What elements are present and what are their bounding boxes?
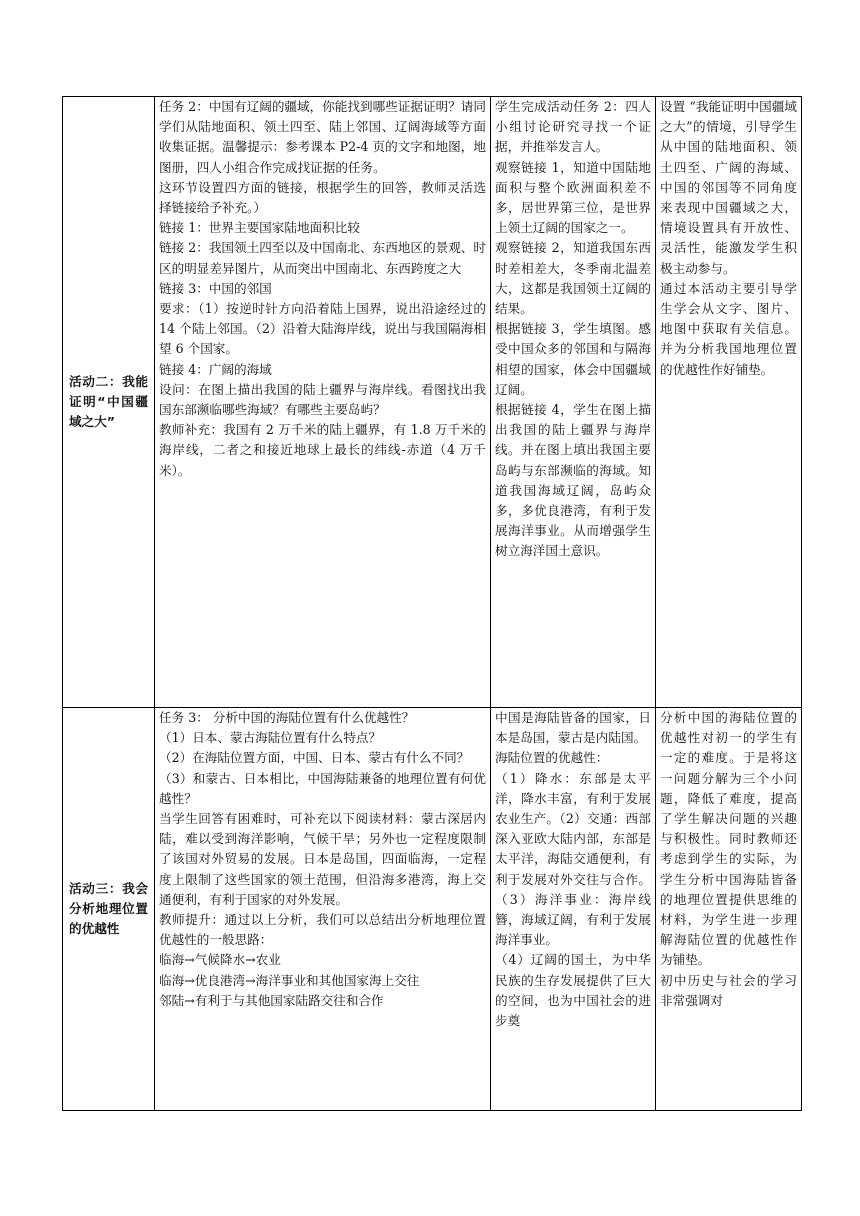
- paragraph: 根据链接 4，学生在图上描出我国的陆上疆界与海岸线。并在图上填出我国主要岛屿与东部濒临的海域。知道我国海域辽阔，岛屿众多，多优良港湾，有利于发展海洋事业。从而增强学生树立海洋国土意识。: [495, 402, 651, 559]
- activity-row-2: [63, 97, 802, 708]
- activity-2-label: 活动二：我能证明“中国疆域之大”: [63, 97, 155, 708]
- activity-3-label: 活动三：我会分析地理位置的优越性: [63, 708, 155, 1111]
- paragraph: 中国是海陆皆备的国家，日本是岛国，蒙古是内陆国。: [495, 710, 651, 746]
- paragraph: 链接 3：中国的邻国: [159, 280, 272, 296]
- activity-2-intent-cell: [656, 97, 802, 708]
- paragraph: 任务 2：中国有辽阔的疆域，你能找到哪些证据证明？请同学们从陆地面积、领土四至、陆上邻国、辽阔海域等方面收集证据。温馨提示：参考课本 P2-4 页的文字和地图，地图册，四人小组合作完成找证据的任务。: [159, 99, 486, 175]
- paragraph: 这环节设置四方面的链接，根据学生的回答，教师灵活选择链接给予补充。）: [159, 179, 486, 216]
- paragraph: 初中历史与社会的学习非常强调对: [660, 972, 797, 1008]
- lesson-plan-table: [62, 96, 802, 1111]
- paragraph: 观察链接 2，知道我国东西时差相差大，冬季南北温差大，这都是我国领土辽阔的结果。: [495, 240, 651, 317]
- paragraph: 通过本活动主要引导学生学会从文字、图片、地图中获取有关信息。并为分析我国地理位置的优越性作好铺垫。: [660, 280, 797, 377]
- paragraph: （2）在海陆位置方面，中国、日本、蒙古有什么不同？: [159, 750, 470, 766]
- paragraph: 链接 4：广阔的海域: [159, 361, 272, 377]
- activity-3-teacher-cell: [155, 708, 491, 1111]
- paragraph: （1）日本、蒙古海陆位置有什么特点？: [159, 730, 382, 746]
- paragraph: 海陆位置的优越性：: [495, 750, 609, 766]
- paragraph: 设置 “我能证明中国疆域之大”的情境，引导学生从中国的陆地面积、领土四至、广阔的海域、中国的邻国等不同角度来表现中国疆域之大，情境设置具有开放性、灵活性，能激发学生积极主动参与。: [660, 99, 797, 276]
- activity-3-intent-cell: [656, 708, 802, 1111]
- paragraph: 教师提升：通过以上分析，我们可以总结出分析地理位置优越性的一般思路：: [159, 912, 486, 948]
- paragraph: 邻陆→有利于与其他国家陆路交往和合作: [159, 992, 384, 1008]
- activity-row-3: [63, 708, 802, 1111]
- paragraph: 临海→优良港湾→海洋事业和其他国家海上交往: [159, 972, 420, 988]
- paragraph: （3）和蒙古、日本相比，中国海陆兼备的地理位置有何优越性？: [159, 770, 486, 806]
- paragraph: 学生完成活动任务 2：四人小组讨论研究寻找一个证据，并推举发言人。: [495, 99, 651, 155]
- paragraph: 链接 1：世界主要国家陆地面积比较: [159, 220, 360, 236]
- paragraph: 要求：（1）按逆时针方向沿着陆上国界，说出沿途经过的 14 个陆上邻国。（2）沿着大陆海岸线，说出与我国隔海相望 6 个国家。: [159, 301, 486, 357]
- paragraph: 任务 3： 分析中国的海陆位置有什么优越性？: [159, 710, 415, 725]
- paragraph: 设问：在图上描出我国的陆上疆界与海岸线。看图找出我国东部濒临哪些海域？有哪些主要岛屿？: [159, 381, 486, 418]
- activity-2-student-cell: [491, 97, 656, 708]
- paragraph: 分析中国的海陆位置的优越性对初一的学生有一定的难度。于是将这一问题分解为三个小问题，降低了难度，提高了学生解决问题的兴趣与积极性。同时教师还考虑到学生的实际，为学生分析中国海陆皆备的地理位置提供思维的材料，为学生进一步理解海陆位置的优越性作为铺垫。: [660, 710, 797, 968]
- activity-2-teacher-cell: [155, 97, 491, 708]
- paragraph: 临海→气候降水→农业: [159, 952, 281, 968]
- paragraph: 当学生回答有困难时，可补充以下阅读材料：蒙古深居内陆，难以受到海洋影响，气候干旱；另外也一定程度限制了该国对外贸易的发展。日本是岛国，四面临海，一定程度上限制了这些国家的领土范围，但沿海多港湾，海上交通便利，有利于国家的对外发展。: [159, 811, 486, 907]
- paragraph: （1）降水：东部是太平洋，降水丰富，有利于发展农业生产。（2）交通：西部深入亚欧大陆内部，东部是太平洋，海陆交通便利，有利于发展对外交往与合作。（3）海洋事业：海岸线簪，海域辽阔，有利于发展海洋事业。: [495, 770, 651, 948]
- paragraph: 观察链接 1，知道中国陆地面积与整个欧洲面积差不多，居世界第三位，是世界上领土辽阔的国家之一。: [495, 159, 651, 236]
- paragraph: （4）辽阔的国土，为中华民族的生存发展提供了巨大的空间，也为中国社会的进步奠: [495, 952, 651, 1029]
- paragraph: 链接 2：我国领土四至以及中国南北、东西地区的景观、时区的明显差异图片，从而突出中国南北、东西跨度之大: [159, 240, 486, 276]
- paragraph: 教师补充：我国有 2 万千米的陆上疆界，有 1.8 万千米的海岸线，二者之和接近地球上最长的纬线-赤道（4 万千米）。: [159, 422, 486, 478]
- paragraph: 根据链接 3，学生填图。感受中国众多的邻国和与隔海相望的国家，体会中国疆域辽阔。: [495, 321, 651, 397]
- activity-3-student-cell: [491, 708, 656, 1111]
